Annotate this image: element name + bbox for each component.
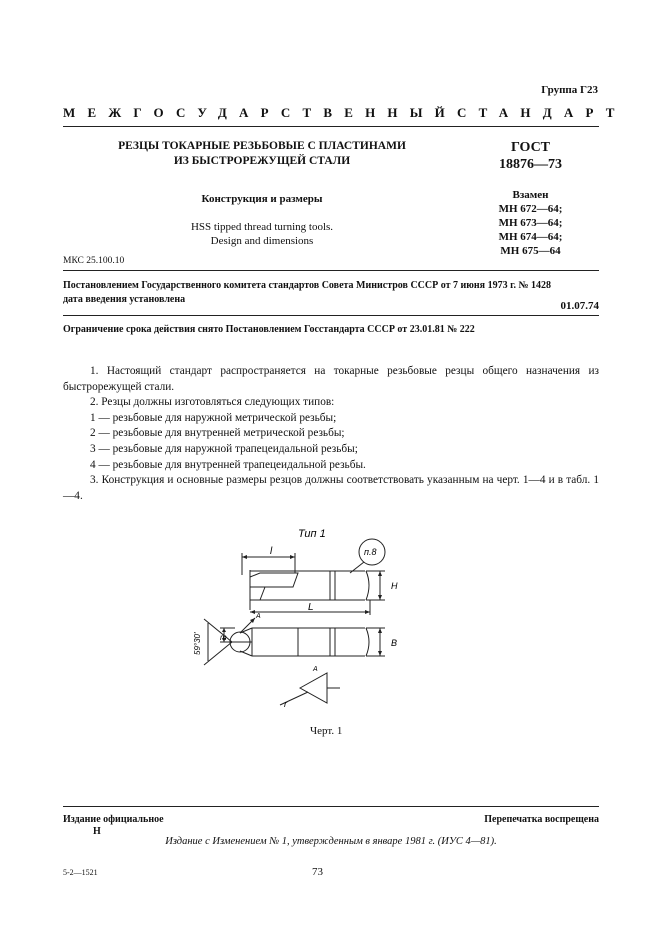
paragraph-1: 1. Настоящий стандарт распространяется на токарные резьбовые резцы общего назначения из быстрорежущей стали. [63,365,599,393]
body-text [63,364,599,504]
mks-code: МКС 25.100.10 [63,256,125,266]
edition-note: Издание с Изменением № 1, утвержденным в январе 1981 г. (ИУС 4—81). [165,836,497,847]
paragraph-5: 3 — резьбовые для наружной трапецеидальной резьбы; [90,442,358,455]
type-label: Тип 1 [298,528,326,540]
decree-text: Постановлением Государственного комитета стандартов Совета Министров СССР от 7 июня 1973 г. № 1428 дата введения установлена [63,280,552,305]
document-subtitle: Конструкция и размеры [201,193,323,205]
paragraph-3: 1 — резьбовые для наружной метрической резьбы; [90,411,337,424]
decree-rule [63,315,599,316]
dim-big-l-label: L [308,602,314,613]
reprint-notice: Перепечатка воспрещена [484,814,599,825]
dim-h-label: H [391,581,398,591]
paragraph-7: 3. Конструкция и основные размеры резцов должны соответствовать указанным на черт. 1—4 и в табл. 1—4. [63,474,599,502]
paragraph-2: 2. Резцы должны изготовляться следующих типов: [90,396,335,409]
print-code: 5-2—1521 [63,868,98,877]
group-label: Группа Г23 [541,84,598,96]
introduction-date: 01.07.74 [560,300,599,312]
official-edition: Издание официальное [63,814,164,825]
gost-number: ГОСТ 18876—73 [499,140,562,172]
replaces-block: Взамен МН 672—64; МН 673—64; МН 674—64; МН 675—64 [498,189,563,257]
view-arrow-label: А [256,613,261,620]
banner-left: МЕЖГОСУДАРСТВЕННЫЙ [63,105,457,120]
paragraph-4: 2 — резьбовые для внутренней метрической резьбы; [90,427,345,440]
view-a-label: А [313,666,318,673]
page-number: 73 [312,866,323,878]
dim-b-label: B [391,638,398,648]
angle-label: 59°30' [193,632,202,655]
limitation-text: Ограничение срока действия снято Постановлением Госстандарта СССР от 23.01.81 № 222 [63,324,475,335]
english-title: HSS tipped thread turning tools. Design and dimensions [190,221,334,247]
footer-rule [63,806,599,807]
document-title: РЕЗЦЫ ТОКАРНЫЕ РЕЗЬБОВЫЕ С ПЛАСТИНАМИ ИЗ БЫСТРОРЕЖУЩЕЙ СТАЛИ [118,140,406,167]
mks-rule [63,270,599,271]
dim-l-label: l [270,546,273,557]
cutter-drawing [180,515,420,720]
standard-banner [63,105,627,121]
official-mark: Н [93,826,101,837]
paragraph-6: 4 — резьбовые для внутренней трапецеидальной резьбы. [90,458,366,471]
figure-caption: Черт. 1 [310,725,343,737]
top-rule [63,126,599,127]
circle-label: п.8 [364,547,377,557]
banner-right: СТАНДАРТ [457,105,627,120]
radius-label: r [284,699,287,709]
dim-m-label: m [220,633,227,642]
